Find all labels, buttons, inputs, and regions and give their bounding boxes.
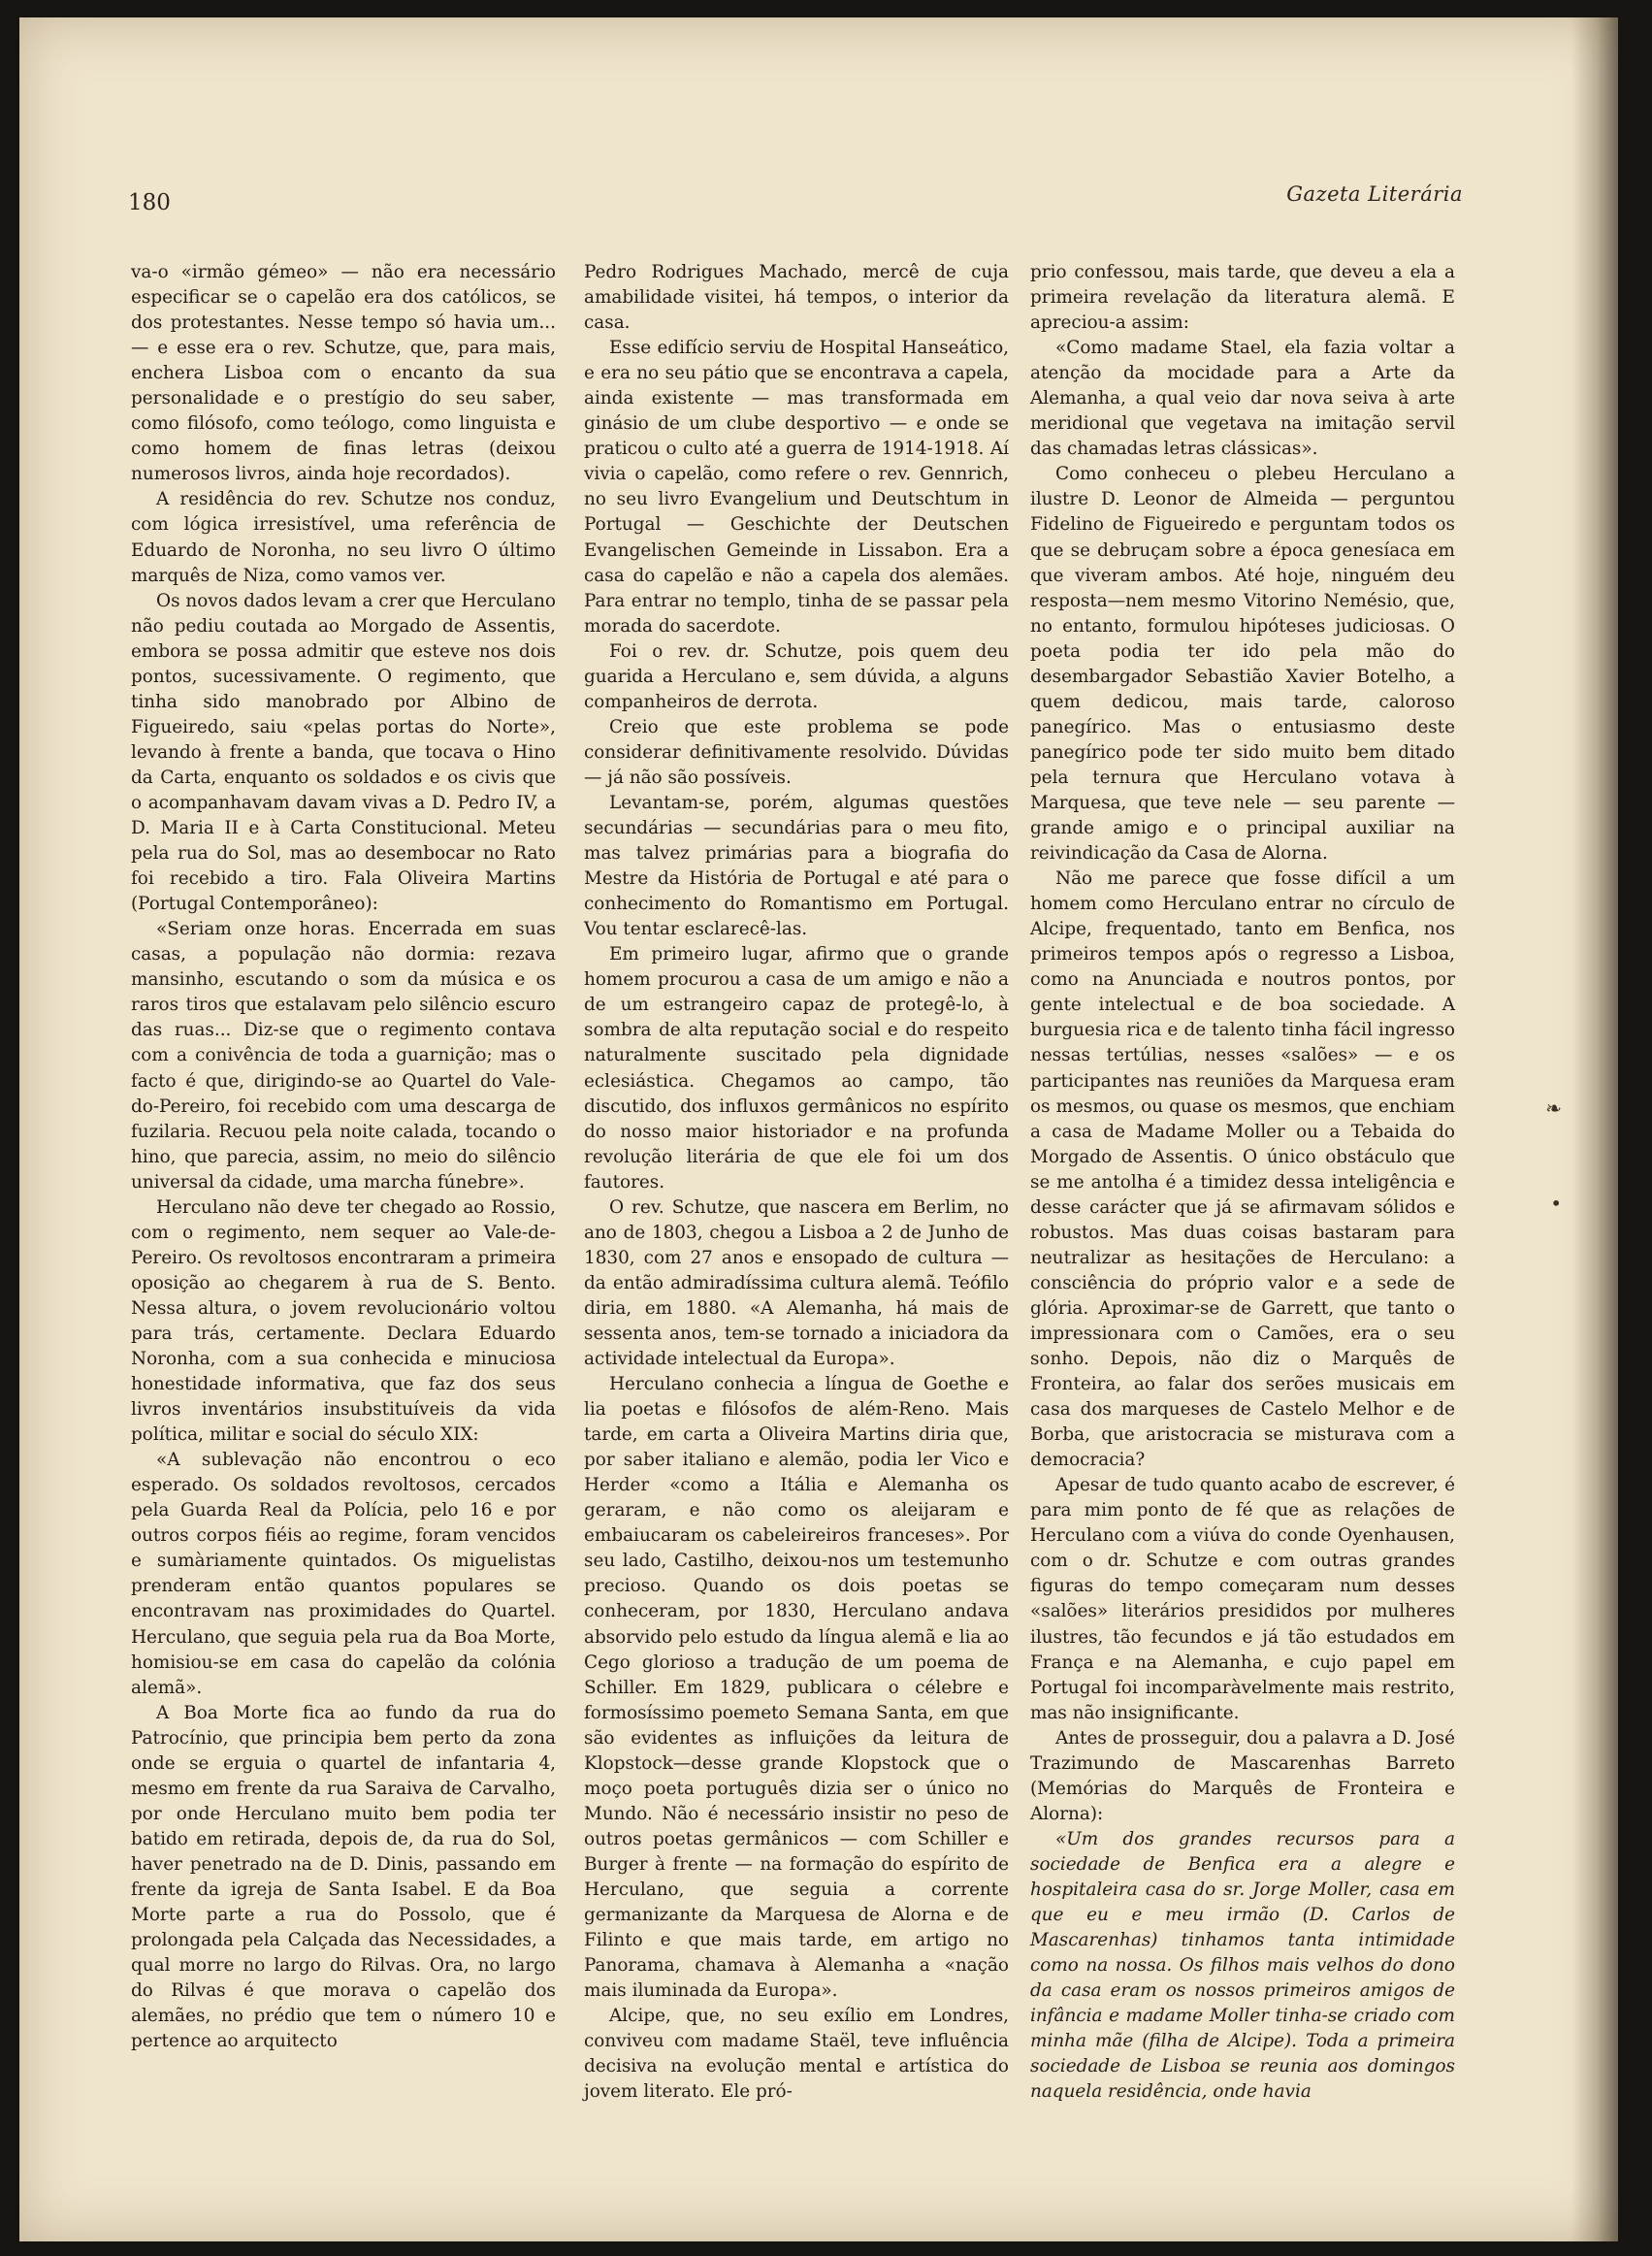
paragraph: Herculano conhecia a língua de Goethe e lia poetas e filósofos de além-Reno. Mais tarde, em carta a Oliveira Martins diria que, por saber italiano e alemão, podia ler Vico e Herder «como a Itália e Alemanha os geraram, e não como os aleijaram e embaiucaram os cabeleireiros franceses». Por seu lado, Castilho, deixou-nos um testemunho precioso. Quando os dois poetas se conheceram, por 1830, Herculano andava absorvido pelo estudo da língua alemã e lia ao Cego glorioso a tradução de um poema de Schiller. Em 1829, publicara o célebre e formosíssimo poemeto Semana Santa, em que são evidentes as influições da leitura de Klopstock—desse grande Klopstock que o moço poeta português dizia ser o único no Mundo. Não é necessário insistir no peso de outros poetas germânicos — com Schiller e Burger à frente — na formação do espírito de Herculano, que seguia a corrente germanizante da Marquesa de Alorna e de Filinto e que mais tarde, em artigo no Panorama, chamava à Alemanha a «nação mais iluminada da Europa». — [584, 1374, 1009, 2002]
page — [19, 17, 1618, 2241]
paragraph: prio confessou, mais tarde, que deveu a ela a primeira revelação da literatura alemã. E apreciou-a assim: — [1030, 262, 1455, 334]
text-column-2 — [584, 260, 1009, 2105]
paragraph: va-o «irmão gémeo» — não era necessário especificar se o capelão era dos católicos, se dos protestantes. Nesse tempo só havia um... — e esse era o rev. Schutze, que, para mais, enchera Lisboa com o encanto da sua personalidade e o prestígio do seu saber, como filósofo, como teólogo, como linguista e como homem de finas letras (deixou numerosos livros, ainda hoje recordados). — [131, 262, 556, 485]
paragraph: Os novos dados levam a crer que Herculano não pediu coutada ao Morgado de Assentis, embora se possa admitir que esteve nos dois pontos, sucessivamente. O regimento, que tinha sido manobrado por Albino de Figueiredo, saiu «pelas portas do Norte», levando à frente a banda, que tocava o Hino da Carta, enquanto os soldados e os civis que o acompanhavam davam vivas a D. Pedro IV, a D. Maria II e à Carta Constitucional. Meteu pela rua do Sol, mas ao desembocar no Rato foi recebido a tiro. Fala Oliveira Martins (Portugal Contemporâneo): — [131, 590, 556, 915]
page-number: 180 — [128, 190, 171, 215]
paragraph: Em primeiro lugar, afirmo que o grande homem procurou a casa de um amigo e não a de um estrangeiro capaz de protegê-lo, à sombra de alta reputação social e do respeito naturalmente suscitado pela dignidade eclesiástica. Chegamos ao campo, tão discutido, dos influxos germânicos no espírito do nosso maior historiador e na profunda revolução literária de que ele foi um dos fautores. — [584, 944, 1009, 1193]
binding-fold-shadow — [1571, 17, 1618, 2241]
paragraph: Herculano não deve ter chegado ao Rossio, com o regimento, nem sequer ao Vale-de-Pereiro. Os revoltosos encontraram a primeira oposição ao chegarem à rua de S. Bento. Nessa altura, o jovem revolucionário voltou para trás, certamente. Declara Eduardo Noronha, com a sua conhecida e minuciosa honestidade informativa, que faz dos seus livros inventários insubstituíveis da vida política, militar e social do século XIX: — [131, 1196, 556, 1446]
quotation: «Como madame Stael, ela fazia voltar a atenção da mocidade para a Arte da Alemanha, a qual veio dar nova seiva à arte meridional que vegetava na imitação servil das chamadas letras clássicas». — [1030, 338, 1455, 460]
paragraph: Creio que este problema se pode considerar definitivamente resolvido. Dúvidas — já não são possíveis. — [584, 716, 1009, 788]
paragraph: Apesar de tudo quanto acabo de escrever, é para mim ponto de fé que as relações de Herculano com a viúva do conde Oyenhausen, com o dr. Schutze e com outras grandes figuras do tempo começaram num desses «salões» literários presididos por mulheres ilustres, tão fecundos e já tão estudados em França e na Alemanha, e cujo papel em Portugal foi incomparàvelmente mais restrito, mas não insignificante. — [1030, 1475, 1455, 1723]
quotation: «Seriam onze horas. Encerrada em suas casas, a população não dormia: rezava mansinho, escutando o som da música e os raros tiros que estalavam pelo silêncio escuro das ruas... Diz-se que o regimento contava com a conivência de toda a guarnição; mas o facto é que, dirigindo-se ao Quartel do Vale-do-Pereiro, foi recebido com uma descarga de fuzilaria. Recuou pela noite calada, tocando o hino, que parecia, assim, no meio do silêncio universal da cidade, uma marcha fúnebre». — [131, 919, 556, 1193]
paragraph: Foi o rev. dr. Schutze, pois quem deu guarida a Herculano e, sem dúvida, a alguns companheiros de derrota. — [584, 640, 1009, 712]
paragraph: Esse edifício serviu de Hospital Hanseático, e era no seu pátio que se encontrava a capela, ainda existente — mas transformada em ginásio de um clube desportivo — e onde se praticou o culto até a guerra de 1914-1918. Aí vivia o capelão, como refere o rev. Gennrich, no seu livro Evangelium und Deutschtum in Portugal — Geschichte der Deutschen Evangelischen Gemeinde in Lissabon. Era a casa do capelão e não a capela dos alemães. Para entrar no templo, tinha de se passar pela morada do sacerdote. — [584, 338, 1009, 637]
paragraph: Como conheceu o plebeu Herculano a ilustre D. Leonor de Almeida — perguntou Fidelino de Figueiredo e perguntam todos os que se debruçam sobre a época genesíaca em que viveram ambos. Até hoje, ninguém deu resposta—nem mesmo Vitorino Nemésio, que, no entanto, formulou hipóteses judiciosas. O poeta podia ter ido pela mão do desembargador Sebastião Xavier Botelho, a quem dedicou, mais tarde, caloroso panegírico. Mas o entusiasmo deste panegírico pode ter sido muito bem ditado pela ternura que Herculano votava à Marquesa, que teve nele — seu parente — grande amigo e o principal auxiliar na reivindicação da Casa de Alorna. — [1030, 464, 1455, 865]
paragraph: A Boa Morte fica ao fundo da rua do Patrocínio, que principia bem perto da zona onde se erguia o quartel de infantaria 4, mesmo em frente da rua Saraiva de Carvalho, por onde Herculano muito bem podia ter batido em retirada, depois de, da rua do Sol, haver penetrado na de D. Dinis, passando em frente da igreja de Santa Isabel. E da Boa Morte parte a rua do Possolo, que é prolongada pela Calçada das Necessidades, a qual morre no largo do Rilvas. Ora, no largo do Rilvas é que morava o capelão dos alemães, no prédio que tem o número 10 e pertence ao arquitecto — [131, 1702, 556, 2052]
text-column-1 — [131, 260, 556, 2054]
paragraph: O rev. Schutze, que nascera em Berlim, no ano de 1803, chegou a Lisboa a 2 de Junho de 1830, com 27 anos e ensopado de cultura — da então admiradíssima cultura alemã. Teófilo diria, em 1880. «A Alemanha, há mais de sessenta anos, tem-se tornado a iniciadora da actividade intelectual da Europa». — [584, 1196, 1009, 1370]
margin-ink-mark: • — [1550, 1192, 1562, 1215]
quotation: «A sublevação não encontrou o eco esperado. Os soldados revoltosos, cercados pela Guarda Real da Polícia, pelo 16 e por outros corpos fiéis ao regime, foram vencidos e sumàriamente quintados. Os miguelistas prenderam então quantos populares se encontravam nas proximidades do Quartel. Herculano, que seguia pela rua da Boa Morte, homisiou-se em casa do capelão da colónia alemã». — [131, 1450, 556, 1698]
text-column-3 — [1030, 260, 1455, 2105]
paragraph: Alcipe, que, no seu exílio em Londres, conviveu com madame Staël, teve influência decisiva na evolução mental e artística do jovem literato. Ele pró- — [584, 2006, 1009, 2103]
paragraph: A residência do rev. Schutze nos conduz, com lógica irresistível, uma referência de Eduardo de Noronha, no seu livro O último marquês de Niza, como vamos ver. — [131, 489, 556, 586]
paragraph: Levantam-se, porém, algumas questões secundárias — secundárias para o meu fito, mas talvez primárias para a biografia do Mestre da História de Portugal e até para o conhecimento do Romantismo em Portugal. Vou tentar esclarecê-las. — [584, 792, 1009, 940]
paragraph: Antes de prosseguir, dou a palavra a D. José Trazimundo de Mascarenhas Barreto (Memórias do Marquês de Fronteira e Alorna): — [1030, 1727, 1455, 1824]
running-head: Gazeta Literária — [1286, 182, 1463, 206]
quotation: «Um dos grandes recursos para a sociedade de Benfica era a alegre e hospitaleira casa do sr. Jorge Moller, casa em que eu e meu irmão (D. Carlos de Mascarenhas) tinhamos tanta intimidade como na nossa. Os filhos mais velhos do dono da casa eram os nossos primeiros amigos de infância e madame Moller tinha-se criado com minha mãe (filha de Alcipe). Toda a primeira sociedade de Lisboa se reunia aos domingos naquela residência, onde havia — [1030, 1828, 1455, 2103]
margin-ink-mark: ❧ — [1545, 1096, 1562, 1120]
paragraph: Pedro Rodrigues Machado, mercê de cuja amabilidade visitei, há tempos, o interior da casa. — [584, 262, 1009, 334]
paragraph: Não me parece que fosse difícil a um homem como Herculano entrar no círculo de Alcipe, frequentado, tanto em Benfica, nos primeiros tempos após o regresso a Lisboa, como na Anunciada e noutros pontos, por gente intelectual e de boa sociedade. A burguesia rica e de talento tinha fácil ingresso nessas tertúlias, nesses «salões» — e os participantes nas reuniões da Marquesa eram os mesmos, ou quase os mesmos, que enchiam a casa de Madame Moller ou a Tebaida do Morgado de Assentis. O único obstáculo que se me antolha é a timidez dessa inteligência e desse carácter que já se afirmavam sólidos e robustos. Mas duas coisas bastaram para neutralizar as hesitações de Herculano: a consciência do próprio valor e a sede de glória. Aproximar-se de Garrett, que tanto o impressionara com o Camões, era o seu sonho. Depois, não diz o Marquês de Fronteira, ao falar dos serões musicais em casa dos marqueses de Castelo Melhor e de Borba, que aristocracia se misturava com a democracia? — [1030, 868, 1455, 1471]
